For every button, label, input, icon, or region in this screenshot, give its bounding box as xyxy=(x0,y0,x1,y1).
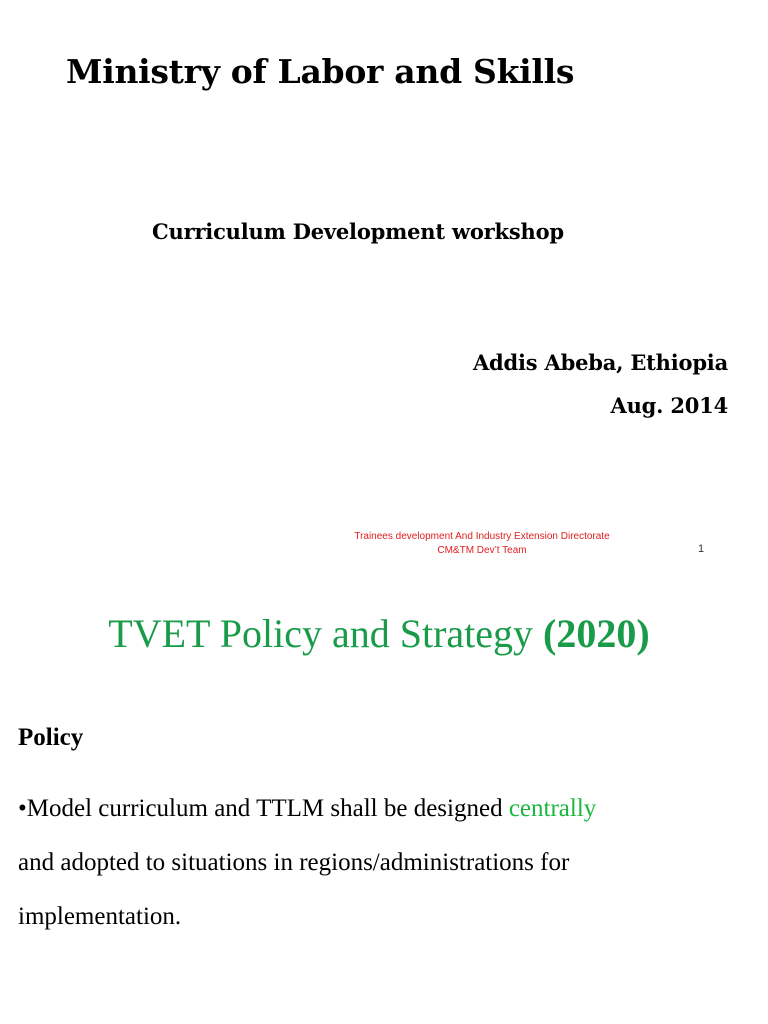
page-number: 1 xyxy=(698,543,705,555)
title-main: TVET Policy and Strategy xyxy=(108,611,544,656)
body-line-3: implementation. xyxy=(18,903,182,930)
body-line-1-text: •Model curriculum and TTLM shall be designed xyxy=(18,795,509,822)
footer-directorate: Trainees development And Industry Extension Directorate xyxy=(354,531,610,542)
body-line-2: and adopted to situations in regions/administrations for xyxy=(18,849,570,876)
slide-footer xyxy=(282,530,682,558)
slide-subtitle: Curriculum Development workshop xyxy=(152,219,564,244)
highlight-centrally: centrally xyxy=(508,795,597,822)
slide-title: Ministry of Labor and Skills xyxy=(66,52,575,91)
date-text: Aug. 2014 xyxy=(610,393,728,418)
body-line-1 xyxy=(18,782,738,836)
title-year: (2020) xyxy=(543,611,650,656)
slide-title xyxy=(0,608,758,660)
location-text: Addis Abeba, Ethiopia xyxy=(472,350,728,375)
section-heading: Policy xyxy=(18,724,84,751)
slide-2 xyxy=(0,572,768,1024)
policy-body xyxy=(18,782,738,944)
footer-team: CM&TM Dev’t Team xyxy=(437,545,527,556)
